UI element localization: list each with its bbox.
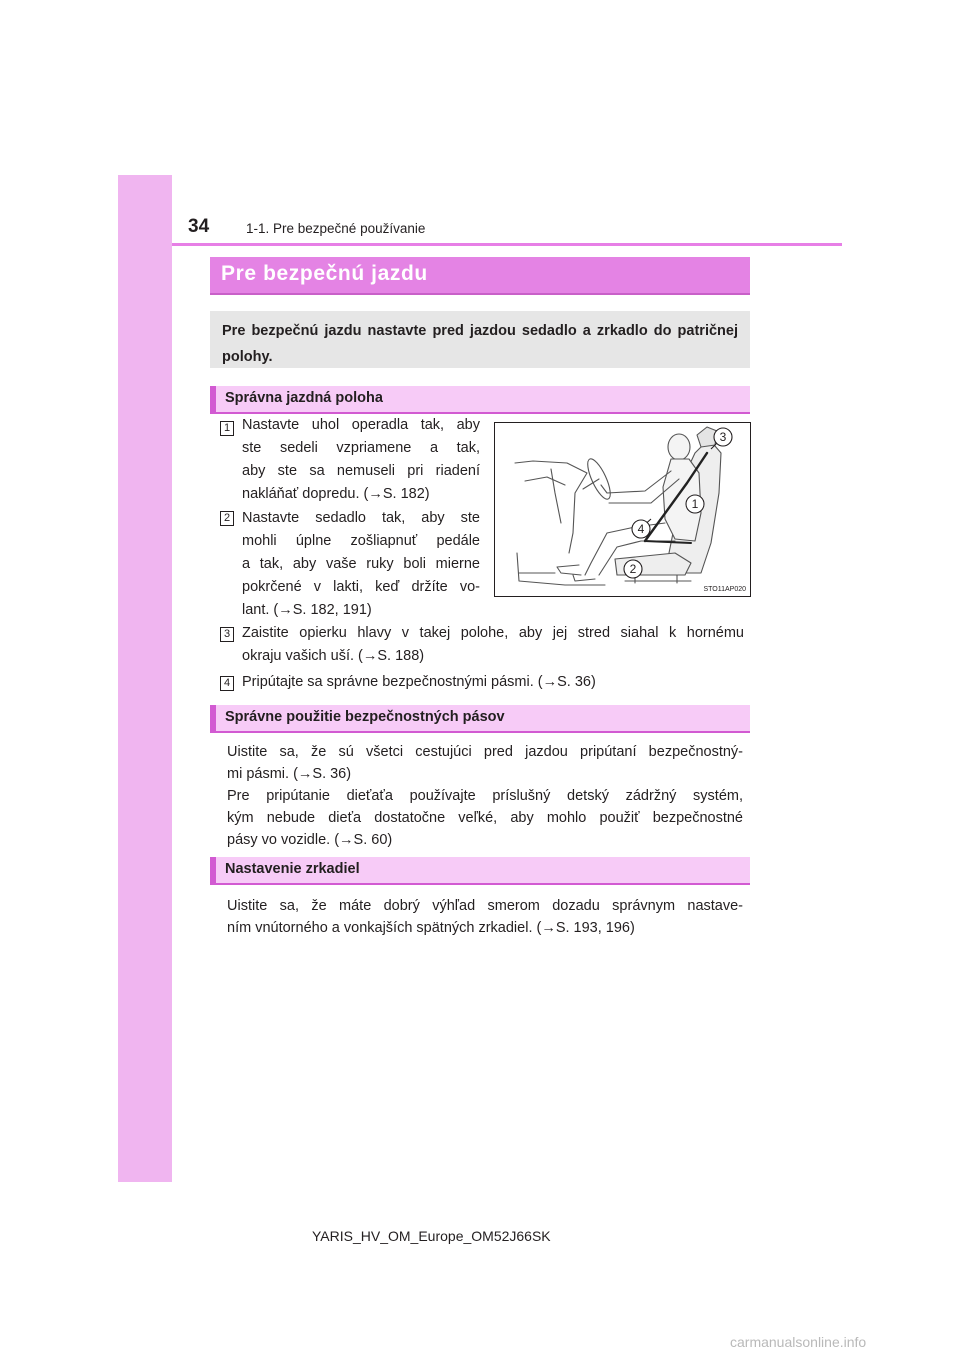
seatbelts-line: pásy vo vozidle. (→S. 60) [227, 832, 393, 848]
seatbelts-line: Uistite sa, že sú všetci cestujúci pred jazdou pripútaní bezpečnostný- [227, 744, 743, 760]
item-2-line: pokrčené v lakti, keď držíte vo- [242, 579, 480, 595]
intro-box [210, 311, 750, 368]
driver-seat-drawing [495, 423, 750, 596]
document-footer: YARIS_HV_OM_Europe_OM52J66SK [312, 1228, 551, 1244]
callout-label-1: 1 [691, 497, 699, 511]
figure-code: STO11AP020 [703, 586, 746, 593]
item-1-line: Nastavte uhol operadla tak, aby [242, 417, 480, 433]
mirrors-line: ním vnútorného a vonkajších spätných zrkadiel. (→S. 193, 196) [227, 920, 635, 936]
item-1-line: ste sedeli vzpriamene a tak, [242, 440, 480, 456]
intro-text: Pre bezpečnú jazdu nastavte pred jazdou sedadlo a zrkadlo do patričnej polohy. [222, 323, 738, 365]
callout-label-2: 2 [629, 562, 637, 576]
item-3-line: Zaistite opierku hlavy v takej polohe, aby jej stred siahal k hornému [242, 625, 744, 641]
chapter-sidebar-tab [118, 175, 172, 1182]
watermark: carmanualsonline.info [730, 1334, 867, 1350]
item-1-text [242, 414, 480, 506]
mirrors-paragraph [227, 895, 743, 939]
seatbelts-paragraph [227, 741, 743, 851]
subheading-driving-position [210, 386, 750, 414]
item-1-line: nakláňať dopredu. (→S. 182) [242, 486, 430, 502]
page-title: Pre bezpečnú jazdu [221, 262, 428, 285]
item-number-4: 4 [220, 676, 234, 691]
header-divider [172, 243, 842, 246]
item-number-2: 2 [220, 511, 234, 526]
item-2-text [242, 507, 480, 622]
page-title-bar [210, 257, 750, 295]
subheading-label: Správne použitie bezpečnostných pásov [225, 709, 505, 725]
subheading-mirrors [210, 857, 750, 885]
seatbelts-line: mi pásmi. (→S. 36) [227, 766, 352, 782]
item-1-line: aby ste sa nemuseli pri riadení [242, 463, 480, 479]
subheading-label: Nastavenie zrkadiel [225, 861, 360, 877]
item-4-text [242, 671, 744, 694]
section-reference: 1-1. Pre bezpečné používanie [246, 221, 426, 236]
driving-position-illustration [494, 422, 751, 597]
item-number-1: 1 [220, 421, 234, 436]
callout-label-4: 4 [637, 522, 645, 536]
subheading-label: Správna jazdná poloha [225, 390, 383, 406]
item-3-line: okraju vašich uší. (→S. 188) [242, 648, 425, 664]
callout-label-3: 3 [719, 430, 727, 444]
seatbelts-line: kým nebude dieťa dostatočne veľké, aby mohlo použiť bezpečnostné [227, 810, 743, 826]
mirrors-line: Uistite sa, že máte dobrý výhľad smerom dozadu správnym nastave- [227, 898, 743, 914]
item-2-line: lant. (→S. 182, 191) [242, 602, 372, 618]
item-2-line: mohli úplne zošliapnuť pedále [242, 533, 480, 549]
item-2-line: a tak, aby vaše ruky boli mierne [242, 556, 480, 572]
page-number: 34 [188, 216, 210, 237]
item-3-text [242, 622, 744, 668]
subheading-seatbelts [210, 705, 750, 733]
item-2-line: Nastavte sedadlo tak, aby ste [242, 510, 480, 526]
item-4-line: Pripútajte sa správne bezpečnostnými pásmi. (→S. 36) [242, 674, 596, 690]
seatbelts-line: Pre pripútanie dieťaťa používajte príslušný detský zádržný systém, [227, 788, 743, 804]
item-number-3: 3 [220, 627, 234, 642]
